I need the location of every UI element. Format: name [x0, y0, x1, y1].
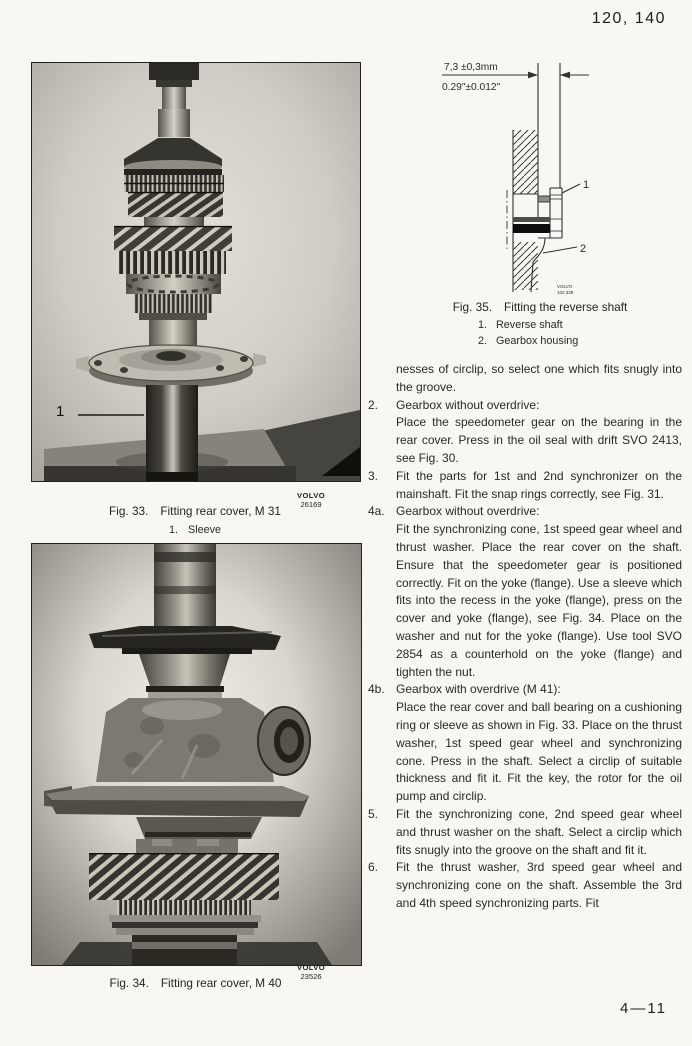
drawing-stamp-number: 102 339	[557, 290, 574, 295]
list-item-text: Fit the synchronizing cone, 2nd speed gear wheel and thrust washer on the shaft. Select a circlip which fits snugly into the groove on the shaft and fit it.	[396, 806, 682, 857]
legend-item-number: 2.	[478, 335, 488, 347]
dimension-arrow-right	[528, 72, 538, 79]
page-header: 120, 140	[591, 10, 666, 27]
figure-34-photo	[31, 543, 362, 966]
figure-35-caption	[398, 300, 682, 314]
list-item-heading: Gearbox without overdrive:	[396, 504, 540, 519]
figure-34-photo-credit	[283, 964, 339, 981]
dimension-imperial: 0.29"±0.012"	[442, 82, 501, 93]
list-item	[368, 806, 682, 859]
intro-paragraph: nesses of circlip, so select one which fits snugly into the groove.	[396, 362, 682, 394]
figure-33-callout-1: 1	[56, 403, 65, 420]
bearing-rollers	[117, 900, 251, 915]
drawing-stamp-brand: VOLVO	[557, 284, 573, 289]
figure-33-photo-credit	[283, 492, 339, 509]
callout-1-leader	[562, 184, 580, 193]
figure-34-label: Fig. 34.	[109, 976, 149, 990]
figure-35-title: Fitting the reverse shaft	[504, 300, 628, 314]
list-item	[368, 681, 682, 806]
page-number: 4—11	[620, 1000, 667, 1017]
list-item	[368, 468, 682, 504]
list-item	[368, 503, 682, 681]
list-item-heading: Gearbox without overdrive:	[396, 397, 540, 412]
gearbox-mainshaft-photo-illustration	[32, 63, 360, 481]
rear-cover-photo-illustration	[32, 544, 361, 965]
list-item-number: 4a.	[368, 504, 385, 519]
figure-35-drawing	[426, 50, 686, 300]
dimension-metric: 7,3 ±0,3mm	[444, 62, 498, 73]
list-item-number: 5.	[368, 806, 379, 821]
legend-item-label: Gearbox housing	[496, 335, 579, 347]
instruction-text	[368, 361, 682, 913]
legend-item	[478, 317, 578, 333]
drawing-callout-2: 2	[580, 243, 587, 255]
figure-34-title: Fitting rear cover, M 40	[160, 976, 282, 990]
list-item-number: 3.	[368, 468, 379, 483]
list-item-number: 2.	[368, 397, 379, 412]
volvo-credit-brand: VOLVO	[296, 491, 326, 500]
figure-33-legend	[31, 524, 359, 536]
dimension-arrow-left	[560, 72, 570, 79]
callout-2-leader	[543, 247, 577, 253]
list-item-text: Place the speedometer gear on the bearing in the rear cover. Press in the oil seal with drift SVO 2413, see Fig. 30.	[396, 415, 682, 465]
volvo-credit-brand: VOLVO	[296, 963, 326, 972]
list-item	[368, 397, 682, 468]
volvo-credit-number: 23526	[300, 971, 322, 981]
figure-35-label: Fig. 35.	[452, 300, 493, 314]
legend-item	[478, 333, 578, 349]
list-item-text: Fit the thrust washer, 3rd speed gear wheel and synchronizing cone on the shaft. Assemble the 3rd and 4th speed synchronizing parts. Fit	[396, 860, 682, 910]
list-item-text: Place the rear cover and ball bearing on a cushioning ring or sleeve as shown in Fig. 33. Place on the thrust washer, 1st speed gear wheel and synchronizing cone. Press in the shaft. Select a circlip of suitable thickness and fit it. Fit the key, the rotor for the oil pump and circlip.	[396, 700, 682, 804]
figure-35-legend	[478, 317, 578, 349]
list-item-heading: Gearbox with overdrive (M 41):	[396, 682, 561, 697]
figure-33-photo	[31, 62, 361, 482]
list-item-text: Fit the parts for 1st and 2nd synchronizer on the mainshaft. Fit the snap rings correctly, see Fig. 31.	[396, 468, 682, 501]
list-item-number: 4b.	[368, 682, 385, 697]
figure-33-label: Fig. 33.	[109, 504, 149, 518]
drawing-callout-1: 1	[583, 179, 590, 191]
legend-item-label: Sleeve	[188, 524, 222, 536]
legend-item-number: 1.	[478, 319, 488, 331]
figure-33-title: Fitting rear cover, M 31	[160, 504, 281, 518]
helical-gear	[89, 853, 279, 900]
drawing-lines	[442, 63, 589, 292]
list-item-number: 6.	[368, 860, 379, 875]
legend-item-label: Reverse shaft	[496, 319, 563, 331]
list-item	[368, 859, 682, 912]
volvo-credit-number: 26169	[300, 499, 322, 509]
legend-item-number: 1.	[168, 524, 178, 536]
list-item-text: Fit the synchronizing cone, 1st speed gear wheel and thrust washer. Place the rear cover on the shaft. Ensure that the speedometer gear is positioned correctly. Fit on the yoke (flange). Use a sleeve which fits into the recess in the yoke (flange), press on the cover and yoke (flange), see Fig. 34. Place on the washer and nut for the yoke (flange). Use tool SVO 2854 as a counterhold on the yoke (flange) and tighten the nut.	[396, 522, 682, 679]
sleeve-cylinder	[146, 385, 198, 481]
